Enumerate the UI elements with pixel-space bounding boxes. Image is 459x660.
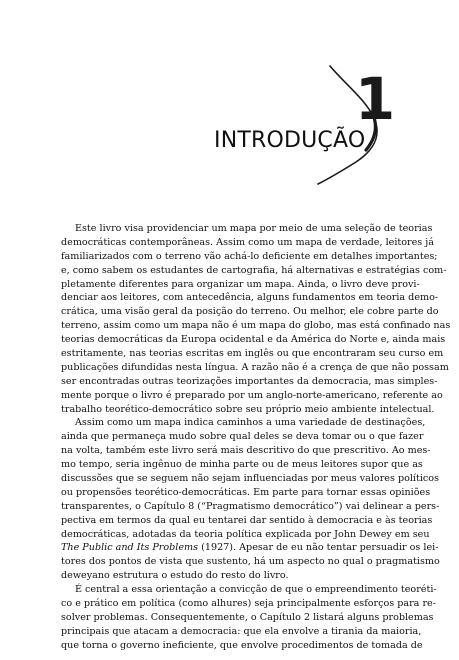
text-line: crática, uma visão geral da posição do terreno. Ou melhor, ele cobre parte do	[61, 306, 439, 318]
chapter-number: 1	[354, 65, 396, 133]
text-line: pectiva em termos da qual eu tentarei dar sentido à democracia e às teorias	[61, 514, 433, 526]
text-line: principais que atacam a democracia: que ela envolve a tirania da maioria,	[61, 625, 422, 637]
text-line: tores dos pontos de vista que sustento, há um aspecto no qual o pragmatismo	[61, 556, 440, 568]
text-line: estritamente, nas teorias escritas em inglês ou que encontraram seu curso em	[61, 348, 444, 360]
text-line: ou propensões teorético-democráticas. Em parte para tornar essas opiniões	[61, 486, 431, 498]
book-title-italic: The Public and Its Problems	[61, 542, 199, 554]
text-line: mo tempo, seria ingênuo de minha parte ou de meus leitores supor que as	[61, 459, 423, 471]
text-line: democráticas, adotadas da teoria política explicada por John Dewey em seu	[61, 528, 430, 540]
text-line: co e prático em política (como alhures) seja principalmente esforços para re-	[61, 598, 436, 610]
text-line: que torna o governo ineficiente, que envolve procedimentos de tomada de	[61, 639, 423, 651]
text-line: solver problemas. Consequentemente, o Capítulo 2 listará alguns problemas	[61, 611, 434, 623]
text-line: e, como sabem os estudantes de cartografia, há alternativas e estratégias com-	[61, 264, 447, 276]
text-line	[61, 541, 439, 555]
text-run: (1927). Apesar de eu não tentar persuadir os lei-	[198, 542, 439, 554]
text-line: denciar aos leitores, com antecedência, alguns fundamentos em teoria demo-	[61, 292, 439, 304]
text-line: mente porque o livro é preparado por um anglo-norte-americano, referente ao	[61, 389, 443, 401]
text-line: trabalho teorético-democrático sobre seu próprio meio ambiente intelectual.	[61, 403, 435, 415]
text-line: deweyano estrutura o estudo do resto do livro.	[61, 570, 289, 582]
text-line: teorias democráticas da Europa ocidental e da América do Norte e, ainda mais	[61, 334, 446, 346]
text-line: na volta, também este livro será mais descritivo do que prescritivo. Ao mes-	[61, 445, 431, 457]
text-line: discussões que se seguem não sejam influenciadas por meus valores políticos	[61, 473, 439, 485]
text-line: publicações difundidas nesta língua. A razão não é a crença de que não possam	[61, 361, 449, 373]
text-line: pletamente diferentes para organizar um mapa. Ainda, o livro deve provi-	[61, 278, 420, 290]
text-line: ainda que permaneça mudo sobre qual deles se deva tomar ou o que fazer	[61, 431, 424, 443]
chapter-title: INTRODUÇÃO	[214, 128, 366, 153]
text-line: ser encontradas outras teorizações importantes da democracia, mas simples-	[61, 375, 438, 387]
text-line: democráticas contemporâneas. Assim como um mapa de verdade, leitores já	[61, 236, 434, 248]
body-text	[61, 222, 451, 653]
text-line: Este livro visa providenciar um mapa por meio de uma seleção de teorias	[75, 223, 433, 234]
text-line: É central a essa orientação a convicção de que o empreendimento teoréti-	[75, 584, 437, 596]
text-line: transparentes, o Capítulo 8 (“Pragmatismo democrático”) vai delinear a pers-	[61, 500, 440, 512]
text-line: terreno, assim como um mapa não é um mapa do globo, mas está confinado nas	[61, 320, 451, 332]
text-line: Assim como um mapa indica caminhos a uma variedade de destinações,	[75, 417, 426, 429]
text-line: familiarizados com o terreno vão achá-lo deficiente em detalhes importantes;	[61, 250, 438, 262]
